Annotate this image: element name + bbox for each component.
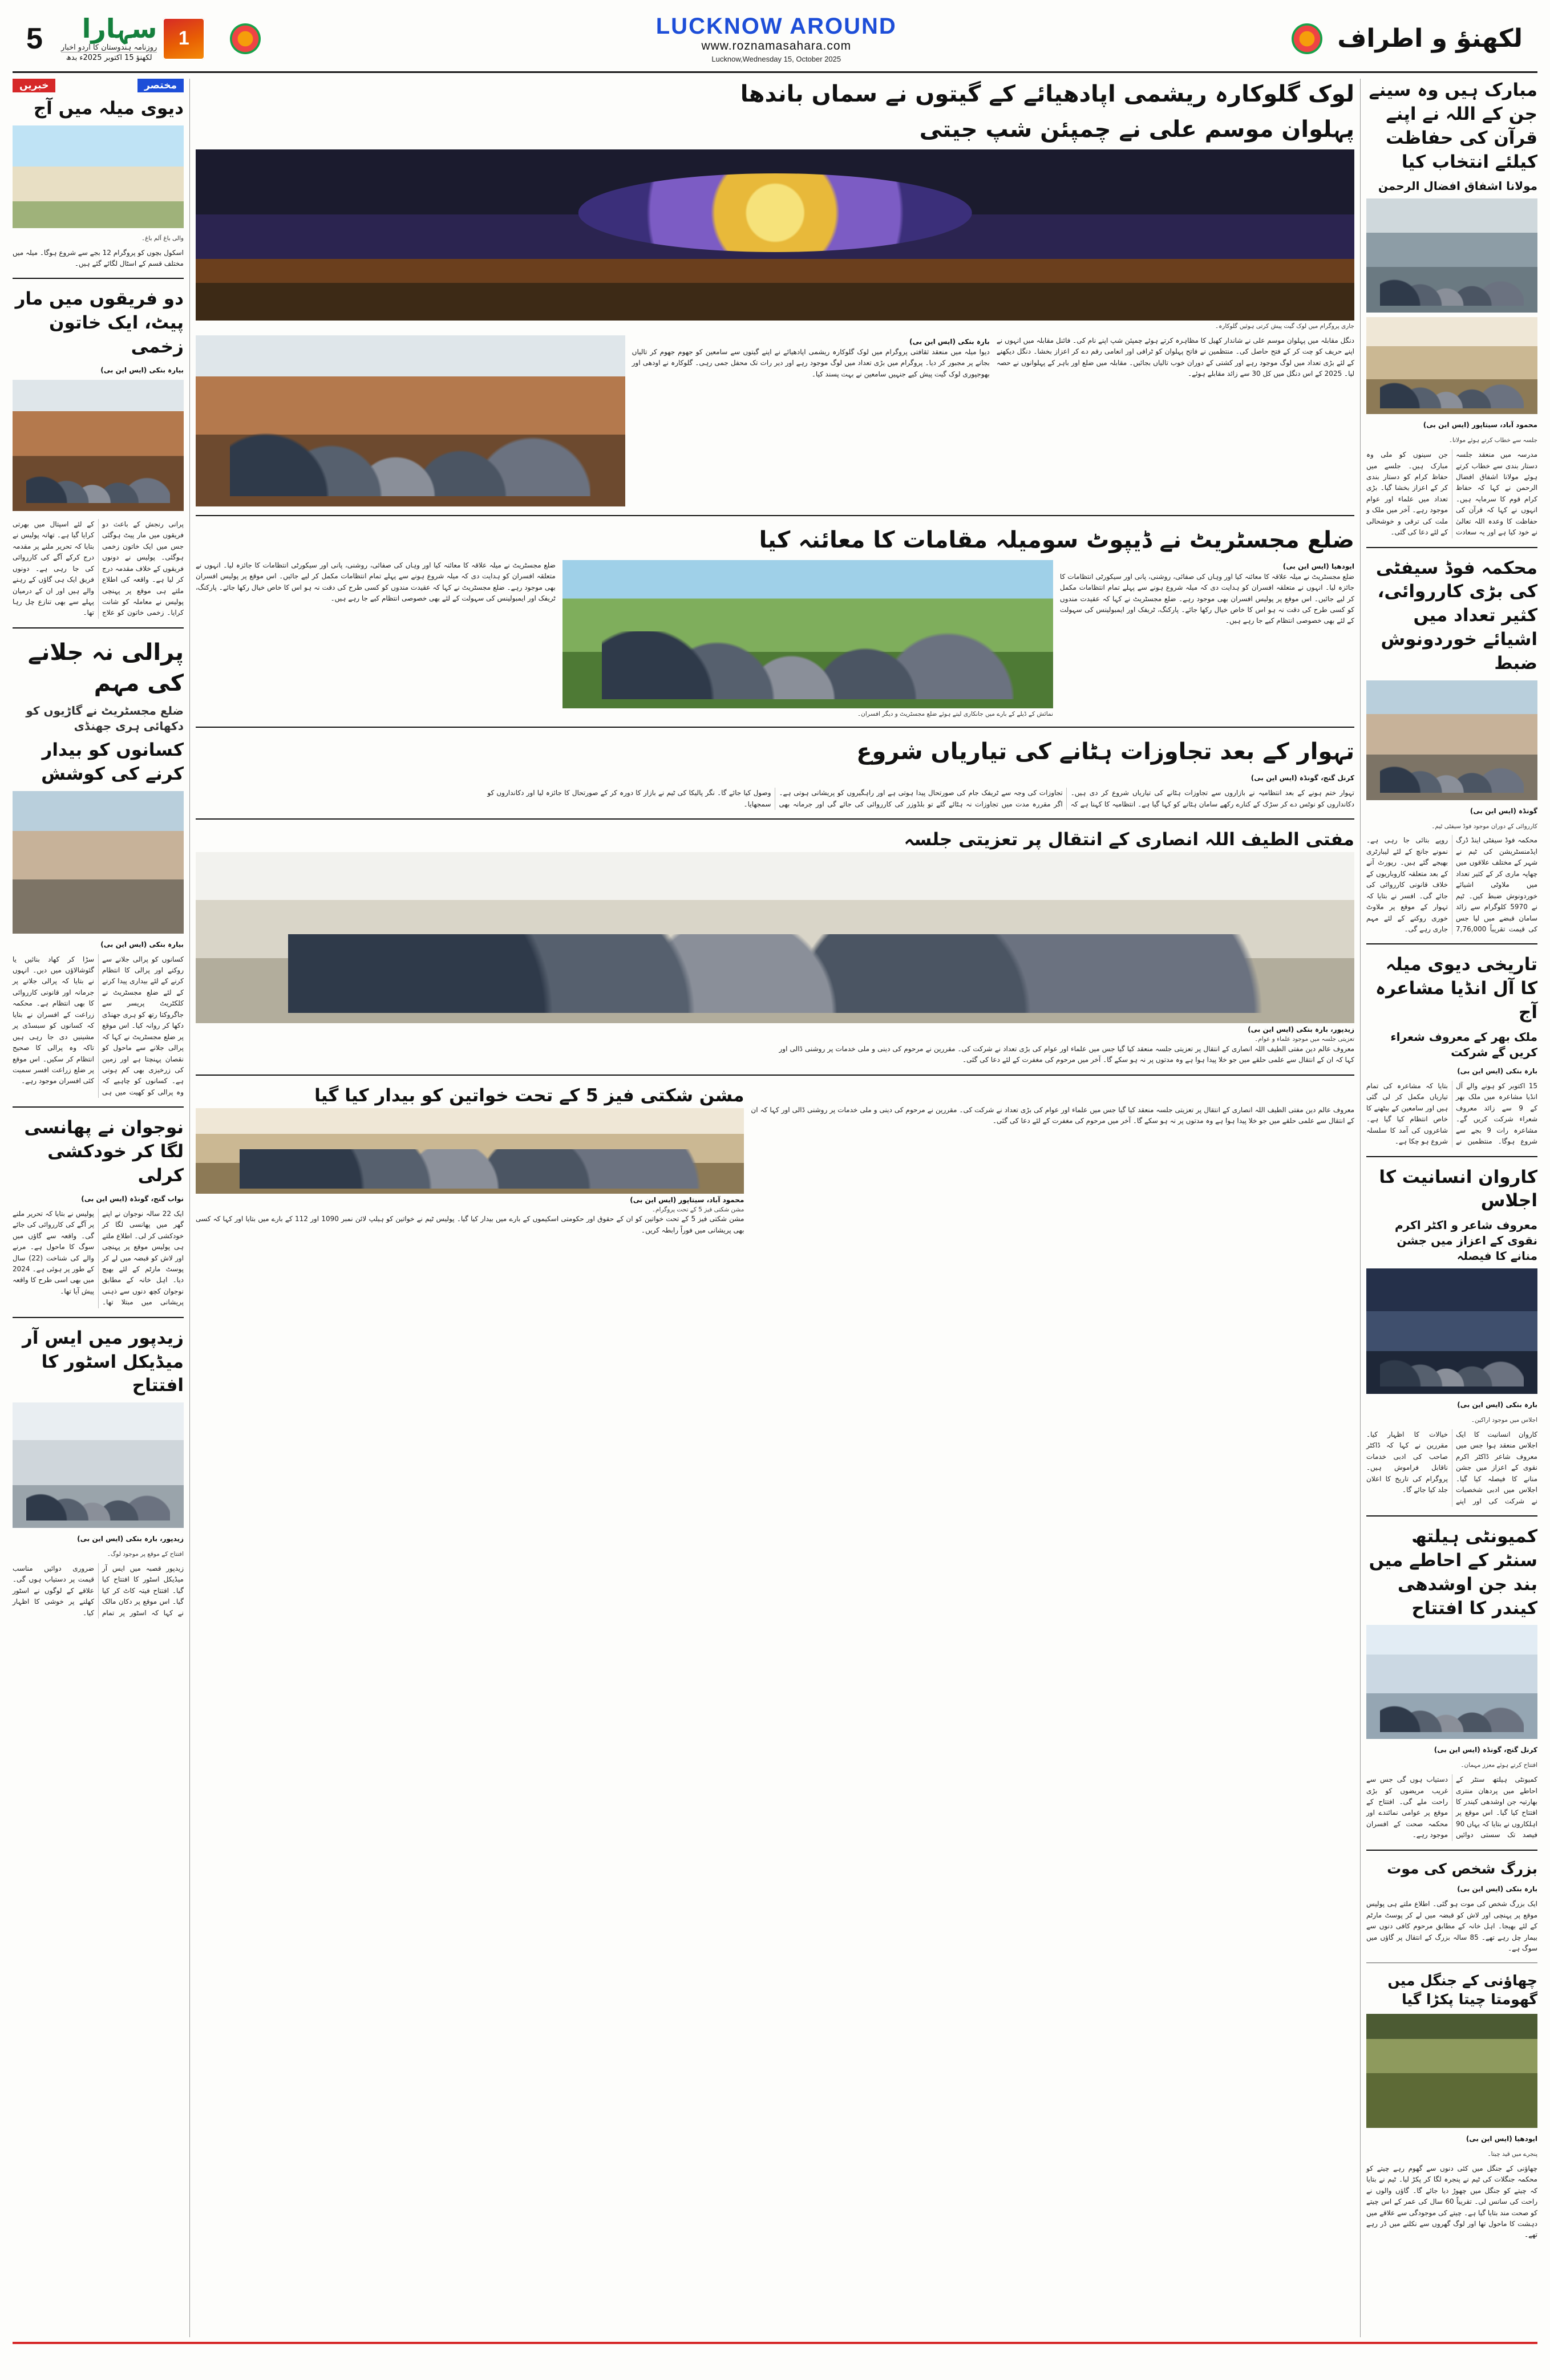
bottom-item1-headline: نوجوان نے پھانسی لگا کر خودکشی کرلی bbox=[24, 1117, 184, 1186]
center-column bbox=[196, 79, 1354, 2337]
sun-emblem-icon-2 bbox=[1292, 23, 1322, 54]
right-item4-caption: اجلاس میں موجود اراکین۔ bbox=[1471, 1417, 1537, 1424]
footer-rule bbox=[13, 2342, 1537, 2344]
center-mid-headline: ضلع مجسٹریٹ نے ڈیپوٹ سومیلہ مقامات کا معائنہ کیا bbox=[759, 526, 1354, 553]
column-divider-2 bbox=[1360, 79, 1361, 2337]
bottom-item3-headline: کمیونٹی ہیلتھ سنٹر کے احاطے میں بند جن اوشدھی کیندر کا افتتاح bbox=[1369, 1526, 1537, 1619]
page-number: 5 bbox=[26, 22, 43, 55]
bottom-item2-body: معروف عالم دین مفتی الطیف اللہ انصاری کے انتقال پر تعزیتی جلسہ منعقد کیا گیا جس میں علماء اور عوام کی بڑی تعداد نے شرکت کی۔ مقررین نے مرحوم کی دینی و ملی خدمات پر روشنی ڈالی اور کہا کہ ان کے انتقال سے علمی حلقے میں جو خلا پیدا ہوا ہے وہ مدتوں پر نہ ہو سکے گا۔ آخر میں مرحوم کی مغفرت کے لئے دعا کی گئی۔ bbox=[779, 1044, 1354, 1064]
masthead-center bbox=[276, 14, 1277, 63]
brief-badge: مختصر bbox=[137, 79, 184, 92]
left-item2-photo bbox=[13, 380, 184, 511]
bottom-item1-byline: نواب گنج، گونڈہ (ایس این بی) bbox=[81, 1194, 184, 1203]
center-top-body2: دنگل مقابلہ میں پہلوان موسم علی نے شاندار کھیل کا مظاہرہ کرتے ہوئے چمپئن شپ اپنے نام کی۔ فائنل مقابلہ میں انہوں نے اپنے حریف کو چت کر کے فتح حاصل کی۔ منتظمین نے فاتح پہلوان کو ٹرافی اور انعامی رقم دے کر اعزاز بخشا۔ دنگل دیکھنے کے لئے بڑی تعداد میں لوگ موجود رہے اور کشتی کے دوران خوب تالیاں بجائیں۔ مقابلہ میں ضلع اور باہر کے پہلوانوں نے حصہ لیا۔ 2025 کے اس دنگل میں کل 30 سے زائد مقابلے ہوئے۔ bbox=[996, 336, 1355, 378]
news-badge: خبریں bbox=[13, 79, 55, 92]
logo-digit: 1 bbox=[178, 27, 189, 49]
center-top-headline2: پہلوان موسم علی نے چمپئن شپ جیتی bbox=[919, 116, 1354, 143]
bottom-item5-byline: محمود آباد، سیتاپور (ایس این بی) bbox=[630, 1195, 744, 1204]
center-bottom-headline: تہوار کے بعد تجاوزات ہٹانے کی تیاریاں شروع bbox=[856, 739, 1354, 765]
center-mid-body-b: ضلع مجسٹریٹ نے میلہ علاقہ کا معائنہ کیا اور وہاں کی صفائی، روشنی، پانی اور سیکورٹی انتظامات کا جائزہ لیا۔ انہوں نے متعلقہ افسران کو ہدایت دی کہ میلہ شروع ہونے سے پہلے تمام انتظامات مکمل کر لیے جائیں۔ اس موقع پر پولیس افسران بھی موجود رہے۔ ضلع مجسٹریٹ نے کہا کہ عقیدت مندوں کو کسی طرح کی دقت نہ ہو اس کا خاص خیال رکھا جائے۔ پارکنگ، ٹریفک اور ایمبولینس کی سہولت کے لئے بھی خصوصی انتظام کیے جا رہے ہیں۔ bbox=[1059, 572, 1354, 625]
bottom-item1-body: ایک 22 سالہ نوجوان نے اپنے گھر میں پھانسی لگا کر خودکشی کر لی۔ اطلاع ملتے ہی پولیس موقع پر پہنچی اور لاش کو قبضہ میں لے کر پوسٹ مارٹم کے لئے بھیج دیا۔ اہل خانہ کے مطابق نوجوان کچھ دنوں سے ذہنی پریشانی میں مبتلا تھا۔ پولیس نے بتایا کہ تحریر ملنے پر آگے کی کارروائی کی جائے گی۔ واقعہ سے گاؤں میں سوگ کا ماحول ہے۔ مرنے والے کی شناخت (22) سال کے طور پر ہوئی ہے۔ 2024 میں بھی اسی طرح کا واقعہ پیش آیا تھا۔ bbox=[13, 1209, 184, 1307]
website-url[interactable]: www.roznamasahara.com bbox=[701, 39, 852, 52]
masthead-right bbox=[1277, 23, 1532, 54]
bottom-item5-photo bbox=[196, 1108, 744, 1194]
bottom-item6-body: ایک بزرگ شخص کی موت ہو گئی۔ اطلاع ملتے ہی پولیس موقع پر پہنچی اور لاش کو قبضہ میں لے کر پوسٹ مارٹم کے لئے بھیجا۔ اہل خانہ کے مطابق مرحوم کافی دنوں سے بیمار چل رہے تھے۔ 85 سالہ بزرگ کے انتقال پر گاؤں میں سوگ ہے۔ bbox=[1366, 1900, 1537, 1953]
bottom-item7-headline: چھاؤنی کے جنگل میں گھومتا چیتا پکڑا گیا bbox=[1387, 1972, 1537, 2008]
center-mid-caption: نمائش کے ڈیلے کے بارے میں جانکاری لیتے ہوئے ضلع مجسٹریٹ و دیگر افسران۔ bbox=[857, 710, 1053, 717]
right-item3-subhead: ملک بھر کے معروف شعراء کریں گے شرکت bbox=[1390, 1029, 1537, 1059]
logo-flame-icon bbox=[163, 18, 205, 60]
bottom-item2-caption: تعزیتی جلسہ میں موجود علماء و عوام۔ bbox=[1254, 1036, 1354, 1043]
column-divider-1 bbox=[189, 79, 190, 2337]
section-title-ur: لکھنؤ و اطراف bbox=[1337, 24, 1523, 53]
right-item4-photo bbox=[1366, 1268, 1537, 1394]
left-item1-body: اسکول بچوں کو پروگرام 12 بجے سے شروع ہوگا۔ میلہ میں مختلف قسم کے اسٹال لگائے گئے ہیں۔ bbox=[13, 248, 184, 267]
center-top-photo-stage bbox=[196, 149, 1354, 321]
right-item4-headline: کاروان انسانیت کا اجلاس bbox=[1379, 1166, 1537, 1211]
bottom-item7-photo bbox=[1366, 2014, 1537, 2128]
left-item2-headline: دو فریقوں میں مار پیٹ، ایک خاتون زخمی bbox=[15, 289, 184, 358]
left-item3-photo bbox=[13, 791, 184, 934]
center-top-caption: جاری پروگرام میں لوک گیت پیش کرتی ہوئیں گلوکارہ۔ bbox=[1215, 323, 1354, 330]
right-item3-headline: تاریخی دیوی میلہ کا آل انڈیا مشاعرہ آج bbox=[1375, 954, 1537, 1023]
bottom-item3-byline: کرنل گنج، گونڈہ (ایس این بی) bbox=[1434, 1746, 1537, 1754]
left-item3-subline: ضلع مجسٹریٹ نے گاڑیوں کو دکھائی ہری جھنڈی bbox=[26, 703, 184, 733]
center-mid-byline: ایودھیا (ایس این بی) bbox=[1282, 562, 1354, 570]
right-column bbox=[1366, 79, 1537, 2337]
left-item3-headline: پرالی نہ جلانے کی مہم bbox=[27, 639, 184, 696]
right-item4-byline: بارہ بنکی (ایس این بی) bbox=[1457, 1401, 1537, 1409]
bottom-item4-headline: زیدپور میں ایس آر میڈیکل اسٹور کا افتتاح bbox=[22, 1327, 184, 1396]
bottom-item6-byline: بارہ بنکی (ایس این بی) bbox=[1457, 1885, 1537, 1894]
right-item1-photo-1 bbox=[1366, 198, 1537, 313]
bottom-item4-photo bbox=[13, 1402, 184, 1528]
right-item1-body: مدرسہ میں منعقد جلسہ دستار بندی سے خطاب کرتے ہوئے مولانا اشفاق افضال الرحمن نے کہا کہ حفاظ کرام قوم کا سرمایہ ہیں۔ انہوں نے کہا کہ قرآن کی حفاظت کا وعدہ اللہ تعالیٰ نے خود کیا ہے اور یہ سعادت جن سینوں کو ملی وہ مبارک ہیں۔ جلسے میں حفاظ کرام کو دستار بندی کر کے اعزاز بخشا گیا۔ بڑی تعداد میں علماء اور عوام موجود رہے۔ آخر میں ملک و ملت کی ترقی و خوشحالی کے لئے دعا کی گئی۔ bbox=[1366, 451, 1537, 537]
right-item2-caption: کارروائی کے دوران موجود فوڈ سیفٹی ٹیم۔ bbox=[1431, 822, 1537, 830]
left-item3-body: کسانوں کو پرالی جلانے سے روکنے اور پرالی کا انتظام کرنے کے لئے بیداری پیدا کرنے کے لئے ضلع مجسٹریٹ نے کلکٹریٹ پریسر سے جاگروکتا رتھ کو ہری جھنڈی دکھا کر روانہ کیا۔ اس موقع پر ضلع مجسٹریٹ نے کہا کہ پرالی جلانے سے ماحول کو نقصان پہنچتا ہے اور زمین کی زرخیزی بھی کم ہوتی ہے۔ کسانوں کو چاہیے کہ وہ پرالی کو کھیت میں ہی سڑا کر کھاد بنائیں یا گئوشالاؤں میں دیں۔ انہوں نے بتایا کہ پرالی جلانے پر جرمانہ اور قانونی کارروائی کا بھی انتظام ہے۔ محکمہ زراعت کے افسران نے بتایا کہ کسانوں کو سبسڈی پر مشینیں دی جا رہی ہیں تاکہ وہ پرالی کا صحیح انتظام کر سکیں۔ اس موقع پر ضلع زراعت افسر سمیت کئی افسران موجود رہے۔ bbox=[13, 955, 184, 1096]
center-top-headline1: لوک گلوکارہ ریشمی اپادھیائے کے گیتوں نے سماں باندھا bbox=[740, 81, 1354, 107]
bottom-item5-caption: مشن شکتی فیز 5 کے تحت پروگرام۔ bbox=[651, 1206, 744, 1213]
left-column bbox=[13, 79, 184, 2337]
right-item4-subhead: معروف شاعر و اکٹر اکرم نقوی کے اعزاز میں جشن منانے کا فیصلہ bbox=[1394, 1218, 1537, 1263]
right-item3-byline: بارہ بنکی (ایس این بی) bbox=[1457, 1067, 1537, 1075]
right-item2-headline: محکمہ فوڈ سیفٹی کی بڑی کارروائی، کثیر تعداد میں اشیائے خوردونوش ضبط bbox=[1375, 557, 1537, 674]
center-bottom-byline: کرنل گنج، گونڈہ (ایس این بی) bbox=[1250, 774, 1354, 782]
center-top-byline: بارہ بنکی (ایس این بی) bbox=[909, 337, 990, 346]
right-item1-subhead: مولانا اشفاق افضال الرحمن bbox=[1378, 179, 1537, 193]
left-item2-body: پرانی رنجش کے باعث دو فریقوں میں مار پیٹ ہوگئی جس میں ایک خاتون زخمی ہوگئی۔ پولیس نے دونوں فریقوں کے خلاف مقدمہ درج کر لیا ہے۔ واقعہ کی اطلاع ملتے ہی موقع پر پہنچی پولیس نے معاملہ کو شانت کرایا۔ زخمی خاتون کو علاج کے لئے اسپتال میں بھرتی کرایا گیا ہے۔ تھانہ پولیس نے بتایا کہ تحریر ملنے پر مقدمہ درج کرکے آگے کی کارروائی کی جا رہی ہے۔ دونوں فریق ایک ہی گاؤں کے رہنے والے ہیں اور ان کے درمیان پہلے سے بھی تنازع چل رہا تھا۔ bbox=[13, 520, 184, 617]
paper-tagline: روزنامہ ہندوستان کا اردو اخبار bbox=[60, 43, 157, 52]
paper-name-urdu: سہارا bbox=[82, 13, 157, 44]
right-item1-photo-2 bbox=[1366, 317, 1537, 414]
left-item3-subhead: کسانوں کو بیدار کرنے کی کوشش bbox=[41, 739, 184, 784]
bottom-item2-headline: مفتی الطیف اللہ انصاری کے انتقال پر تعزیتی جلسہ bbox=[904, 829, 1354, 850]
bottom-item3-body: کمیونٹی ہیلتھ سنٹر کے احاطے میں پردھان منتری بھارتیہ جن اوشدھی کیندر کا افتتاح کیا گیا۔ اس موقع پر اہلکاروں نے بتایا کہ یہاں 90 فیصد تک سستی دوائیں دستیاب ہوں گی جس سے غریب مریضوں کو بڑی راحت ملے گی۔ افتتاح کے موقع پر عوامی نمائندے اور محکمہ صحت کے افسران موجود رہے۔ bbox=[1366, 1775, 1537, 1839]
bottom-item3-photo bbox=[1366, 1625, 1537, 1739]
edition-date-en: Lucknow,Wednesday 15, October 2025 bbox=[711, 55, 841, 63]
left-item1-caption: والی باغ آلم باغ۔ bbox=[141, 234, 184, 242]
right-item2-body: محکمہ فوڈ سیفٹی اینڈ ڈرگ ایڈمنسٹریشن کی ٹیم نے شہر کے مختلف علاقوں میں چھاپہ ماری کر کے کثیر تعداد میں ملاوٹی اشیائے خوردونوش ضبط کیں۔ ٹیم نے 5970 کلوگرام سے زائد سامان قبضے میں لیا جس کی قیمت تقریباً 7,76,000 روپے بتائی جا رہی ہے۔ نمونے جانچ کے لئے لیبارٹری بھیجے گئے ہیں۔ رپورٹ آنے کے بعد متعلقہ کاروباریوں کے خلاف قانونی کارروائی کی جائے گی۔ افسر نے بتایا کہ تہوار کے موقع پر ملاوٹ خوری روکنے کے لئے مہم جاری رہے گی۔ bbox=[1366, 836, 1538, 933]
left-item3-byline: بیارہ بنکی (ایس این بی) bbox=[100, 940, 184, 948]
center-top-photo-wrestler bbox=[196, 335, 625, 506]
left-item1-headline: دیوی میلہ میں آج bbox=[33, 98, 184, 119]
paper-logo bbox=[61, 15, 205, 62]
right-item2-byline: گونڈہ (ایس این بی) bbox=[1470, 806, 1537, 815]
left-item2-byline: بیارہ بنکی (ایس این بی) bbox=[100, 366, 184, 374]
sun-emblem-icon bbox=[230, 23, 261, 54]
bottom-item4-caption: افتتاح کے موقع پر موجود لوگ۔ bbox=[107, 1551, 184, 1558]
bottom-item4-body: زیدپور قصبہ میں ایس آر میڈیکل اسٹور کا افتتاح کیا گیا۔ افتتاح فیتہ کاٹ کر کیا گیا۔ اس موقع پر دکان مالک نے کہا کہ اسٹور پر تمام ضروری دوائیں مناسب قیمت پر دستیاب ہوں گی۔ علاقے کے لوگوں نے اسٹور کھلنے پر خوشی کا اظہار کیا۔ bbox=[13, 1564, 184, 1617]
right-item1-byline: محمود آباد، سیتاپور (ایس این بی) bbox=[1423, 421, 1537, 429]
masthead bbox=[13, 10, 1537, 73]
center-mid-body-a: ضلع مجسٹریٹ نے میلہ علاقہ کا معائنہ کیا اور وہاں کی صفائی، روشنی، پانی اور سیکورٹی انتظامات کا جائزہ لیا۔ انہوں نے متعلقہ افسران کو ہدایت دی کہ میلہ شروع ہونے سے پہلے تمام انتظامات مکمل کر لیے جائیں۔ اس موقع پر پولیس افسران بھی موجود رہے۔ ضلع مجسٹریٹ نے کہا کہ عقیدت مندوں کو کسی طرح کی دقت نہ ہو اس کا خاص خیال رکھا جائے۔ پارکنگ، ٹریفک اور ایمبولینس کی سہولت کے لئے بھی خصوصی انتظام کیے جا رہے ہیں۔ bbox=[196, 561, 556, 602]
bottom-item7-caption: پنجرے میں قید چیتا۔ bbox=[1487, 2151, 1537, 2158]
bottom-item7-body: چھاؤنی کے جنگل میں کئی دنوں سے گھوم رہے چیتے کو محکمہ جنگلات کی ٹیم نے پنجرہ لگا کر پکڑ لیا۔ ٹیم نے بتایا کہ چیتے کو جنگل میں چھوڑ دیا جائے گا۔ گاؤں والوں نے راحت کی سانس لی۔ تقریباً 60 سال کی عمر کے اس چیتے کو صحت مند بتایا گیا ہے۔ چیتے کی موجودگی سے علاقے میں دہشت کا ماحول تھا اور لوگ گھروں سے نکلنے میں ڈر رہے تھے۔ bbox=[1366, 2164, 1537, 2239]
bottom-item5-headline: مشن شکتی فیز 5 کے تحت خواتین کو بیدار کیا گیا bbox=[314, 1085, 744, 1106]
bottom-item2-byline: زیدپور، بارہ بنکی (ایس این بی) bbox=[1248, 1025, 1354, 1034]
right-item1-headline: مبارک ہیں وہ سینے جن کے اللہ نے اپنے قرآن کی حفاظت کیلئے انتخاب کیا bbox=[1369, 80, 1537, 172]
center-mid-photo bbox=[562, 560, 1053, 708]
bottom-item4-byline: زیدپور، بارہ بنکی (ایس این بی) bbox=[77, 1535, 184, 1543]
right-item2-photo bbox=[1366, 680, 1537, 800]
bottom-item6-headline: بزرگ شخص کی موت bbox=[1387, 1860, 1537, 1877]
masthead-left bbox=[18, 15, 276, 62]
right-item4-body: کاروان انسانیت کا ایک اجلاس منعقد ہوا جس میں معروف شاعر ڈاکٹر اکرم نقوی کے اعزاز میں جشن منانے کا فیصلہ کیا گیا۔ اجلاس میں ادبی شخصیات نے شرکت کی اور اپنے خیالات کا اظہار کیا۔ مقررین نے کہا کہ ڈاکٹر صاحب کی ادبی خدمات ناقابل فراموش ہیں۔ پروگرام کی تاریخ کا اعلان جلد کیا جائے گا۔ bbox=[1366, 1430, 1537, 1505]
page-content bbox=[13, 79, 1537, 2337]
section-title-en: LUCKNOW AROUND bbox=[655, 14, 897, 39]
bottom-item2-photo bbox=[196, 852, 1354, 1023]
bottom-item3-caption: افتتاح کرتے ہوئے معزز مہمان۔ bbox=[1460, 1762, 1537, 1769]
right-item3-body: 15 اکتوبر کو ہونے والے آل انڈیا مشاعرہ میں ملک بھر کے 9 سے زائد معروف شعراء شرکت کریں گے۔ مشاعرہ رات 9 بجے سے شروع ہوگا۔ منتظمین نے بتایا کہ مشاعرہ کی تمام تیاریاں مکمل کر لی گئی ہیں اور سامعین کے بیٹھنے کا خاص انتظام کیا گیا ہے۔ شاعروں کی آمد کا سلسلہ شروع ہو چکا ہے۔ bbox=[1366, 1081, 1537, 1146]
right-item1-caption: جلسہ سے خطاب کرتے ہوئے مولانا۔ bbox=[1448, 437, 1537, 444]
bottom-item2-body-cont: معروف عالم دین مفتی الطیف اللہ انصاری کے انتقال پر تعزیتی جلسہ منعقد کیا گیا جس میں علماء اور عوام کی بڑی تعداد نے شرکت کی۔ مقررین نے مرحوم کی دینی و ملی خدمات پر روشنی ڈالی اور کہا کہ ان کے انتقال سے علمی حلقے میں جو خلا پیدا ہوا ہے وہ مدتوں پر نہ ہو سکے گا۔ آخر میں مرحوم کی مغفرت کے لئے دعا کی گئی۔ bbox=[751, 1105, 1354, 1125]
paper-date-urdu: لکھنؤ 15 اکتوبر 2025ء بدھ bbox=[61, 52, 157, 62]
center-top-body1: دیوا میلہ میں منعقد ثقافتی پروگرام میں لوک گلوکارہ ریشمی اپادھیائے نے اپنے گیتوں سے سامعین کو جھوم جھوم کر تالیاں بجانے پر مجبور کر دیا۔ پروگرام میں بڑی تعداد میں لوگ موجود رہے اور دیر رات تک محفل جمی رہی۔ گلوکارہ نے اودھی اور بھوجپوری لوک گیت پیش کیے جنہیں سامعین نے بہت پسند کیا۔ bbox=[632, 347, 990, 378]
bottom-item7-byline: ایودھیا (ایس این بی) bbox=[1466, 2135, 1537, 2143]
left-item1-photo bbox=[13, 125, 184, 228]
center-bottom-body: تہوار ختم ہونے کے بعد انتظامیہ نے بازاروں سے تجاوزات ہٹانے کی تیاریاں شروع کر دی ہیں۔ دکانداروں کو نوٹس دے کر سڑک کے کنارے رکھے سامان ہٹانے کو کہا گیا ہے۔ انتظامیہ کا کہنا ہے کہ تجاوزات کی وجہ سے ٹریفک جام کی صورتحال پیدا ہوتی ہے اور راہگیروں کو پریشانی ہوتی ہے۔ اگر مقررہ مدت میں تجاوزات نہ ہٹائے گئے تو بلڈوزر کی کارروائی کی جائے گی اور جرمانہ بھی وصول کیا جائے گا۔ نگر پالیکا کی ٹیم نے بازار کا دورہ کر کے صورتحال کا جائزہ لیا اور دکانداروں کو سمجھایا۔ bbox=[487, 789, 1354, 808]
bottom-item5-body: مشن شکتی فیز 5 کے تحت خواتین کو ان کے حقوق اور حکومتی اسکیموں کے بارے میں بیدار کیا گیا۔ پولیس ٹیم نے خواتین کو ہیلپ لائن نمبر 1090 اور 112 کے بارے میں بتایا اور کہا کہ کسی بھی پریشانی میں فوراً رابطہ کریں۔ bbox=[196, 1215, 744, 1234]
